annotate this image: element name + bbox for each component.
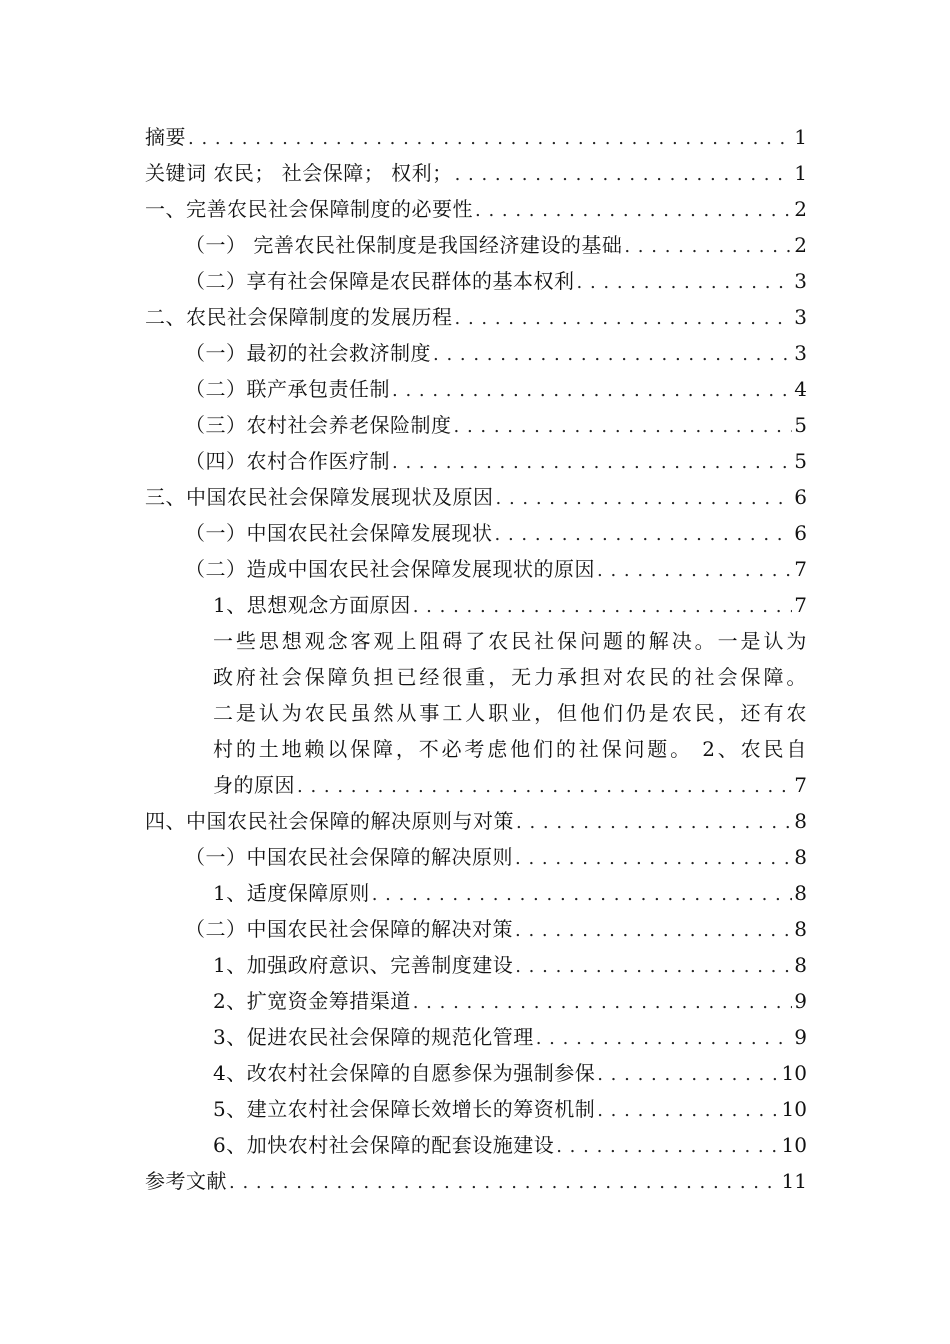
dot-leader [413, 589, 793, 623]
toc-entry-section-4-2-6[interactable] [145, 1127, 807, 1163]
toc-entry-title: 身的原因 [213, 773, 295, 797]
toc-entry-title: 1、思想观念方面原因 [213, 593, 411, 617]
toc-entry-section-1-1[interactable] [145, 227, 807, 263]
toc-entry-title: （一） 完善农民社保制度是我国经济建设的基础 [185, 233, 623, 257]
dot-leader [297, 769, 792, 803]
toc-entry-abstract[interactable] [145, 119, 807, 155]
toc-page-number: 3 [794, 305, 807, 329]
toc-entry-title: （二）享有社会保障是农民群体的基本权利 [185, 269, 575, 293]
toc-entry-title: 1、加强政府意识、完善制度建设 [213, 953, 514, 977]
toc-page-number: 1 [794, 125, 807, 149]
toc-entry-section-3-2-1[interactable] [145, 587, 807, 623]
toc-entry-section-2-3[interactable] [145, 407, 807, 443]
toc-entry-title: 一、完善农民社会保障制度的必要性 [145, 197, 473, 221]
toc-entry-references[interactable] [145, 1163, 807, 1199]
toc-page-number: 8 [794, 845, 807, 869]
toc-page-number: 3 [794, 341, 807, 365]
toc-page-number: 2 [794, 233, 807, 257]
toc-entry-title: 5、建立农村社会保障长效增长的筹资机制 [213, 1097, 596, 1121]
toc-entry-title: 参考文献 [145, 1169, 227, 1193]
toc-entry-section-3-2[interactable] [145, 551, 807, 587]
paragraph-line: 二是认为农民虽然从事工人职业，但他们仍是农民，还有农 [213, 701, 807, 725]
toc-entry-section-3-2-2[interactable] [145, 767, 807, 803]
toc-entry-title: （三）农村社会养老保险制度 [185, 413, 452, 437]
toc-entry-title: 四、中国农民社会保障的解决原则与对策 [145, 809, 514, 833]
dot-leader [392, 445, 792, 479]
toc-entry-title: 2、扩宽资金筹措渠道 [213, 989, 411, 1013]
toc-page-number: 8 [794, 881, 807, 905]
toc-page-number: 10 [781, 1097, 807, 1121]
toc-page-number: 8 [794, 953, 807, 977]
toc-page-number: 10 [781, 1133, 807, 1157]
toc-entry-title: 4、改农村社会保障的自愿参保为强制参保 [213, 1061, 596, 1085]
toc-entry-section-4-2-4[interactable] [145, 1055, 807, 1091]
dot-leader [454, 409, 793, 443]
toc-entry-title: 摘要 [145, 125, 186, 149]
dot-leader [455, 157, 793, 191]
toc-entry-section-4-2-2[interactable] [145, 983, 807, 1019]
toc-entry-section-3[interactable] [145, 479, 807, 515]
toc-entry-section-4-1-1[interactable] [145, 875, 807, 911]
dot-leader [433, 337, 792, 371]
dot-leader [515, 913, 792, 947]
dot-leader [413, 985, 793, 1019]
toc-page-number: 1 [794, 161, 807, 185]
toc-entry-section-4-2[interactable] [145, 911, 807, 947]
dot-leader [229, 1165, 780, 1199]
toc-page-number: 9 [794, 989, 807, 1013]
dot-leader [577, 265, 793, 299]
toc-entry-section-4[interactable] [145, 803, 807, 839]
dot-leader [495, 517, 793, 551]
toc-entry-section-2-4[interactable] [145, 443, 807, 479]
dot-leader [475, 193, 792, 227]
toc-entry-section-3-1[interactable] [145, 515, 807, 551]
toc-page-number: 5 [794, 449, 807, 473]
toc-page-number: 7 [794, 773, 807, 797]
toc-entry-title: （二）联产承包责任制 [185, 377, 390, 401]
toc-entry-section-2-2[interactable] [145, 371, 807, 407]
toc-entry-title: （一）最初的社会救济制度 [185, 341, 431, 365]
toc-entry-keywords[interactable] [145, 155, 807, 191]
toc-entry-section-1[interactable] [145, 191, 807, 227]
toc-page-number: 7 [794, 557, 807, 581]
dot-leader [597, 1057, 779, 1091]
toc-entry-title: 关键词 农民； 社会保障； 权利； [145, 161, 453, 185]
toc-page-number: 9 [794, 1025, 807, 1049]
toc-entry-section-4-2-3[interactable] [145, 1019, 807, 1055]
toc-entry-section-2[interactable] [145, 299, 807, 335]
toc-page-number: 4 [794, 377, 807, 401]
toc-entry-title: 6、加快农村社会保障的配套设施建设 [213, 1133, 555, 1157]
toc-entry-title: 二、农民社会保障制度的发展历程 [145, 305, 453, 329]
toc-entry-section-4-2-1[interactable] [145, 947, 807, 983]
toc-page-number: 6 [794, 521, 807, 545]
toc-page-number: 2 [794, 197, 807, 221]
paragraph-line: 村的土地赖以保障，不必考虑他们的社保问题。 2、农民自 [213, 737, 807, 761]
dot-leader [536, 1021, 793, 1055]
paragraph-line: 政府社会保障负担已经很重，无力承担对农民的社会保障。 [213, 665, 807, 689]
toc-page-number: 8 [794, 917, 807, 941]
table-of-contents [145, 119, 807, 1199]
toc-page-number: 3 [794, 269, 807, 293]
dot-leader [188, 121, 792, 155]
toc-page-number: 7 [794, 593, 807, 617]
dot-leader [597, 1093, 779, 1127]
toc-entry-title: （二）中国农民社会保障的解决对策 [185, 917, 513, 941]
toc-entry-section-1-2[interactable] [145, 263, 807, 299]
toc-entry-title: 三、中国农民社会保障发展现状及原因 [145, 485, 494, 509]
dot-leader [372, 877, 793, 911]
toc-entry-title: （一）中国农民社会保障发展现状 [185, 521, 493, 545]
toc-entry-title: （二）造成中国农民社会保障发展现状的原因 [185, 557, 595, 581]
dot-leader [455, 301, 793, 335]
dot-leader [597, 553, 792, 587]
dot-leader [496, 481, 793, 515]
toc-page-number: 5 [794, 413, 807, 437]
toc-entry-title: 1、适度保障原则 [213, 881, 370, 905]
dot-leader [392, 373, 792, 407]
dot-leader [515, 949, 792, 983]
toc-page-number: 6 [794, 485, 807, 509]
dot-leader [556, 1129, 779, 1163]
toc-entry-section-4-2-5[interactable] [145, 1091, 807, 1127]
toc-page-number: 10 [781, 1061, 807, 1085]
dot-leader [516, 805, 792, 839]
toc-entry-section-4-1[interactable] [145, 839, 807, 875]
toc-inline-paragraph [145, 623, 807, 767]
paragraph-line: 一些思想观念客观上阻碍了农民社保问题的解决。一是认为 [213, 629, 807, 653]
toc-entry-title: （四）农村合作医疗制 [185, 449, 390, 473]
toc-entry-title: 3、促进农民社会保障的规范化管理 [213, 1025, 534, 1049]
toc-page-number: 8 [794, 809, 807, 833]
toc-entry-section-2-1[interactable] [145, 335, 807, 371]
dot-leader [515, 841, 792, 875]
toc-page-number: 11 [781, 1169, 807, 1193]
toc-entry-title: （一）中国农民社会保障的解决原则 [185, 845, 513, 869]
dot-leader [624, 229, 792, 263]
